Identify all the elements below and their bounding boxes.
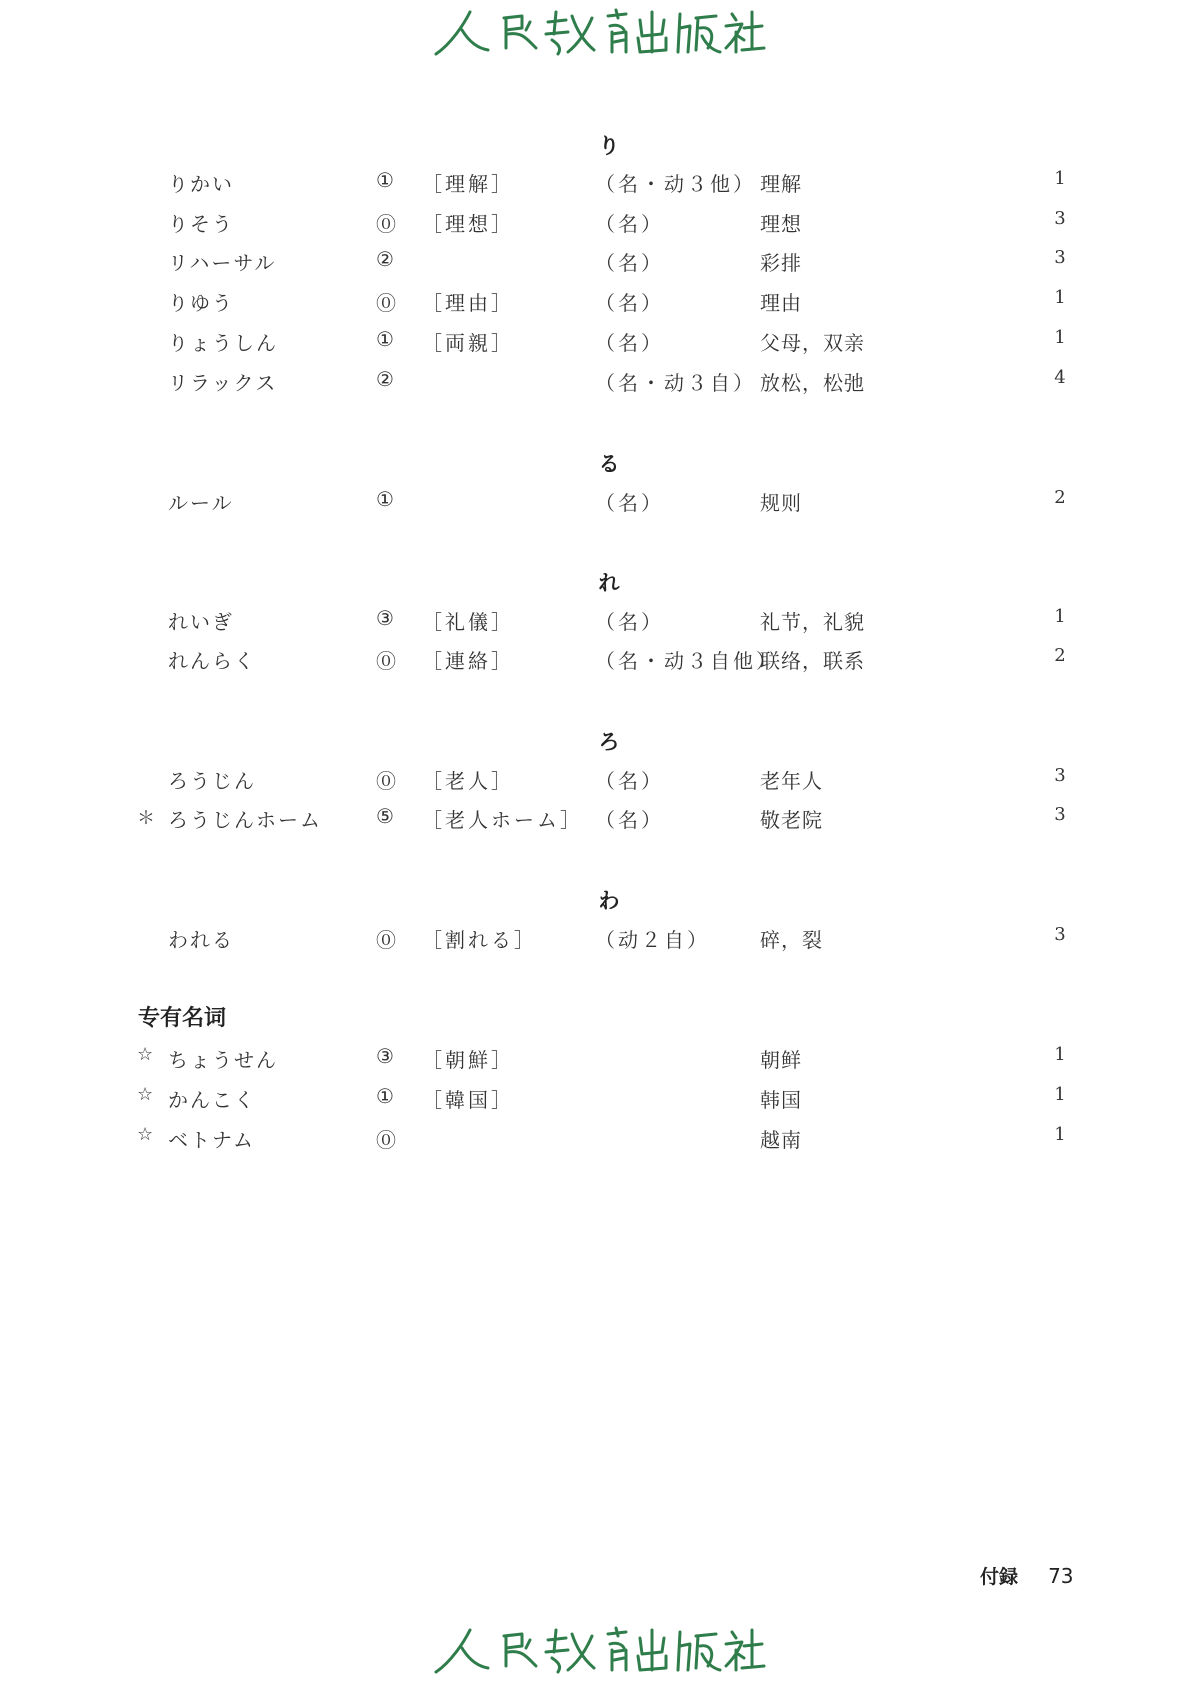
entry-kana: りかい [168, 172, 234, 196]
entry-meaning: 彩排 [760, 251, 802, 275]
entry-meaning: 朝鲜 [760, 1048, 802, 1072]
entry-accent: ⓪ [376, 769, 396, 793]
entry-mark: ☆ [137, 1084, 154, 1105]
entry-meaning: 放松，松弛 [760, 371, 865, 395]
entry-lesson: 3 [1054, 924, 1066, 945]
vocab-row [0, 1124, 1191, 1154]
entry-meaning: 理想 [760, 212, 802, 236]
entry-lesson: 1 [1054, 287, 1066, 308]
entry-accent: ① [376, 487, 394, 511]
entry-pos: （名） [595, 808, 664, 832]
publisher-logo-bottom-svg [426, 1622, 766, 1680]
entry-meaning: 理解 [760, 172, 802, 196]
section-heading-re: れ [598, 571, 620, 595]
entry-meaning: 礼节，礼貌 [760, 610, 865, 634]
vocab-row [0, 924, 1191, 954]
entry-meaning: 规则 [760, 491, 802, 515]
vocab-row [0, 327, 1191, 357]
entry-kana: ろうじんホーム [168, 808, 322, 832]
entry-meaning: 韩国 [760, 1088, 802, 1112]
entry-kana: れんらく [168, 649, 256, 673]
entry-lesson: 3 [1054, 247, 1066, 268]
entry-pos: （名） [595, 491, 664, 515]
publisher-logo-bottom [426, 1622, 766, 1680]
entry-pos: （名） [595, 291, 664, 315]
entry-accent: ⑤ [376, 804, 394, 828]
entry-accent: ⓪ [376, 649, 396, 673]
entry-kana: われる [168, 928, 234, 952]
vocab-row [0, 487, 1191, 517]
entry-accent: ③ [376, 606, 394, 630]
entry-accent: ③ [376, 1044, 394, 1068]
entry-mark: ＊ [137, 808, 155, 829]
entry-accent: ⓪ [376, 1128, 396, 1152]
entry-accent: ⓪ [376, 212, 396, 236]
section-heading-ri: り [598, 134, 620, 158]
entry-pos: （名） [595, 212, 664, 236]
entry-kanji: ［朝鮮］ [422, 1048, 514, 1072]
vocab-row [0, 168, 1191, 198]
publisher-logo-top [426, 4, 766, 62]
entry-kana: りょうしん [168, 331, 278, 355]
entry-kana: ちょうせん [168, 1048, 278, 1072]
entry-mark: ☆ [137, 1044, 154, 1065]
entry-kanji: ［割れる］ [422, 928, 537, 952]
entry-meaning: 联络，联系 [760, 649, 865, 673]
entry-kanji: ［老人ホーム］ [422, 808, 583, 832]
entry-kana: リラックス [168, 371, 278, 395]
entry-lesson: 3 [1054, 208, 1066, 229]
vocab-row [0, 804, 1191, 834]
entry-kanji: ［老人］ [422, 769, 514, 793]
entry-accent: ⓪ [376, 291, 396, 315]
entry-kanji: ［理由］ [422, 291, 514, 315]
vocab-row [0, 247, 1191, 277]
entry-accent: ② [376, 247, 394, 271]
entry-kanji: ［両親］ [422, 331, 514, 355]
entry-meaning: 理由 [760, 291, 802, 315]
entry-lesson: 3 [1054, 765, 1066, 786]
page-number: 73 [1048, 1564, 1074, 1588]
vocab-row [0, 367, 1191, 397]
entry-kana: りそう [168, 212, 234, 236]
vocab-row [0, 287, 1191, 317]
entry-accent: ① [376, 168, 394, 192]
entry-pos: （名） [595, 251, 664, 275]
entry-kanji: ［連絡］ [422, 649, 514, 673]
vocab-row [0, 208, 1191, 238]
entry-kana: かんこく [168, 1088, 256, 1112]
entry-accent: ① [376, 1084, 394, 1108]
entry-lesson: 4 [1054, 367, 1066, 388]
entry-accent: ② [376, 367, 394, 391]
entry-lesson: 2 [1054, 645, 1066, 666]
entry-meaning: 老年人 [760, 769, 823, 793]
entry-kana: ベトナム [168, 1128, 255, 1152]
vocab-row [0, 1044, 1191, 1074]
entry-lesson: 2 [1054, 487, 1066, 508]
entry-lesson: 1 [1054, 327, 1066, 348]
entry-kana: ルール [168, 491, 234, 515]
entry-pos: （名） [595, 610, 664, 634]
proper-nouns-heading: 专有名词 [138, 1006, 227, 1031]
vocab-row [0, 765, 1191, 795]
entry-kana: リハーサル [168, 251, 277, 275]
entry-mark: ☆ [137, 1124, 154, 1145]
entry-kanji: ［韓国］ [422, 1088, 514, 1112]
entry-meaning: 敬老院 [760, 808, 823, 832]
entry-lesson: 1 [1054, 1044, 1066, 1065]
entry-pos: （名） [595, 769, 664, 793]
vocab-row [0, 645, 1191, 675]
entry-pos: （名・动３自） [595, 371, 756, 395]
entry-kana: れいぎ [168, 610, 234, 634]
entry-pos: （名・动３自他） [595, 649, 779, 673]
entry-kana: ろうじん [168, 769, 256, 793]
entry-kana: りゆう [168, 291, 234, 315]
entry-lesson: 1 [1054, 168, 1066, 189]
vocab-row [0, 606, 1191, 636]
entry-lesson: 1 [1054, 606, 1066, 627]
page-footer [980, 1562, 1074, 1589]
section-heading-wa: わ [598, 889, 620, 913]
appendix-label: 付録 [980, 1566, 1019, 1588]
publisher-logo-top-svg [426, 4, 766, 62]
entry-pos: （动２自） [595, 928, 710, 952]
entry-meaning: 碎，裂 [760, 928, 823, 952]
entry-meaning: 越南 [760, 1128, 802, 1152]
entry-pos: （名・动３他） [595, 172, 756, 196]
entry-accent: ⓪ [376, 928, 396, 952]
vocab-row [0, 1084, 1191, 1114]
entry-lesson: 1 [1054, 1084, 1066, 1105]
entry-kanji: ［理想］ [422, 212, 514, 236]
entry-lesson: 1 [1054, 1124, 1066, 1145]
section-heading-ro: ろ [598, 730, 620, 754]
entry-lesson: 3 [1054, 804, 1066, 825]
entry-kanji: ［理解］ [422, 172, 514, 196]
entry-accent: ① [376, 327, 394, 351]
entry-pos: （名） [595, 331, 664, 355]
entry-meaning: 父母，双亲 [760, 331, 865, 355]
section-heading-ru: る [598, 452, 620, 476]
entry-kanji: ［礼儀］ [422, 610, 514, 634]
